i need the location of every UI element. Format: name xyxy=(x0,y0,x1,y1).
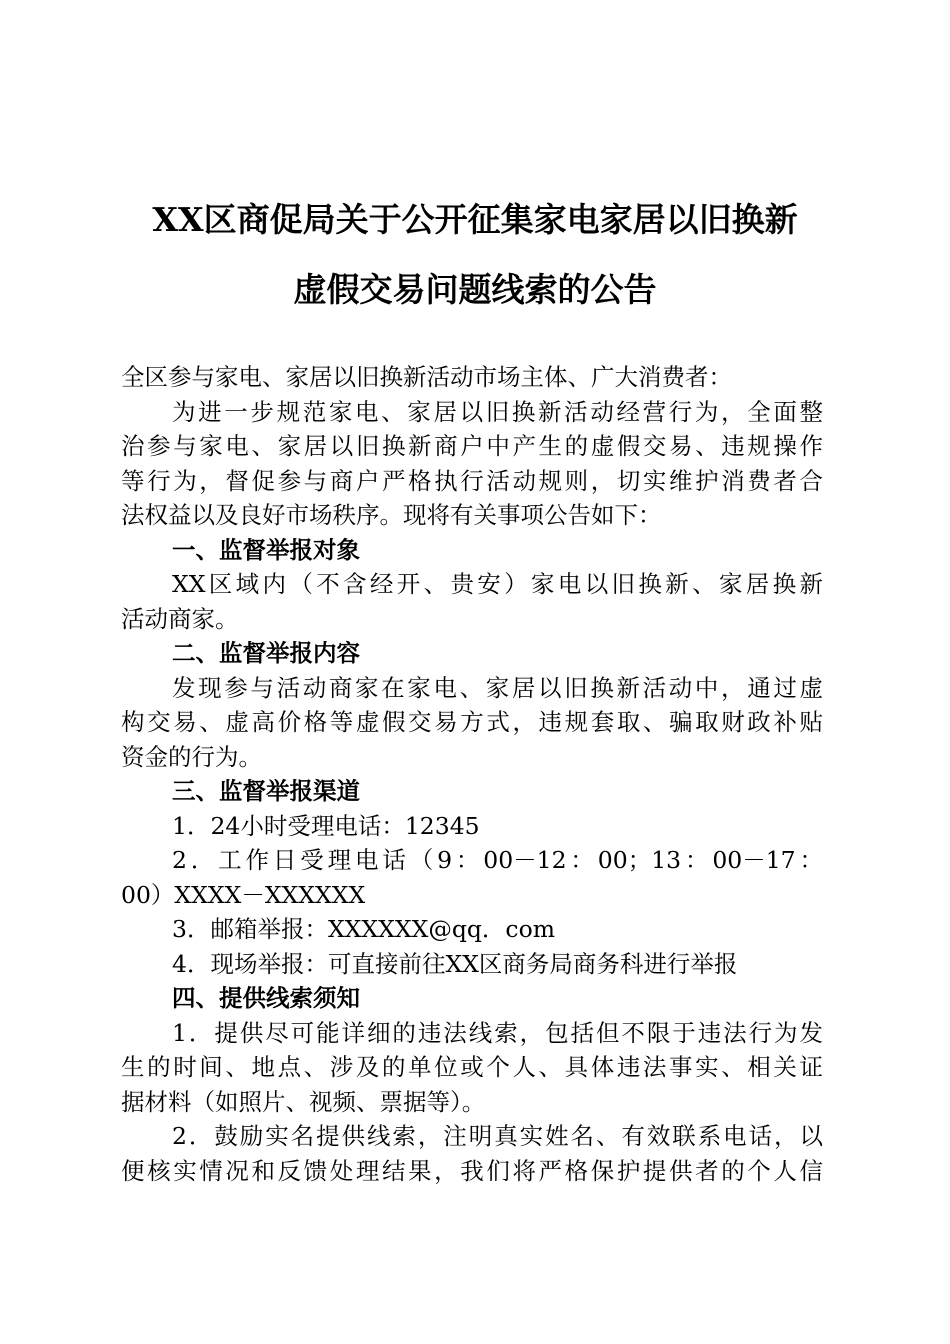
document-title-line-2: 虚假交易问题线索的公告 xyxy=(293,270,657,309)
body-text-line: 治参与家电、家居以旧换新商户中产生的虚假交易、违规操作 xyxy=(121,432,823,460)
body-text-line: 1．提供尽可能详细的违法线索，包括但不限于违法行为发 xyxy=(172,1018,823,1047)
body-text-line: 2．工作日受理电话（9：00－12：00；13：00－17： xyxy=(172,846,823,874)
body-text-line: 1．24小时受理电话：12345 xyxy=(172,811,480,840)
document-body xyxy=(121,360,823,1188)
body-text-line: 3．邮箱举报：XXXXXX@qq．com xyxy=(172,915,556,943)
document-title-line-1: XX区商促局关于公开征集家电家居以旧换新 xyxy=(152,200,798,239)
body-text-line: 构交易、虚高价格等虚假交易方式，违规套取、骗取财政补贴 xyxy=(121,708,823,736)
body-text-line: 法权益以及良好市场秩序。现将有关事项公告如下： xyxy=(121,501,662,529)
body-text-line: 2．鼓励实名提供线索，注明真实姓名、有效联系电话，以 xyxy=(172,1122,823,1150)
section-heading: 四、提供线索须知 xyxy=(172,984,360,1012)
body-text-line: 为进一步规范家电、家居以旧换新活动经营行为，全面整 xyxy=(172,397,823,426)
body-text-line: 等行为，督促参与商户严格执行活动规则，切实维护消费者合 xyxy=(121,466,823,495)
body-text-line: 发现参与活动商家在家电、家居以旧换新活动中，通过虚 xyxy=(172,673,823,702)
section-heading: 一、监督举报对象 xyxy=(172,535,360,564)
body-text-line: 活动商家。 xyxy=(121,604,239,633)
body-text-line: 00）XXXX－XXXXXX xyxy=(121,880,366,909)
body-text-line: 全区参与家电、家居以旧换新活动市场主体、广大消费者： xyxy=(121,363,732,391)
section-heading: 三、监督举报渠道 xyxy=(172,777,360,805)
body-text-line: 资金的行为。 xyxy=(121,742,262,771)
body-text-line: 生的时间、地点、涉及的单位或个人、具体违法事实、相关证 xyxy=(121,1053,823,1081)
body-text-line: XX区域内（不含经开、贵安）家电以旧换新、家居换新 xyxy=(172,570,823,598)
body-text-line: 据材料（如照片、视频、票据等）。 xyxy=(121,1087,486,1116)
section-heading: 二、监督举报内容 xyxy=(172,639,360,667)
body-text-line: 便核实情况和反馈处理结果，我们将严格保护提供者的个人信 xyxy=(121,1156,823,1185)
body-text-line: 4．现场举报：可直接前往XX区商务局商务科进行举报 xyxy=(172,949,738,978)
